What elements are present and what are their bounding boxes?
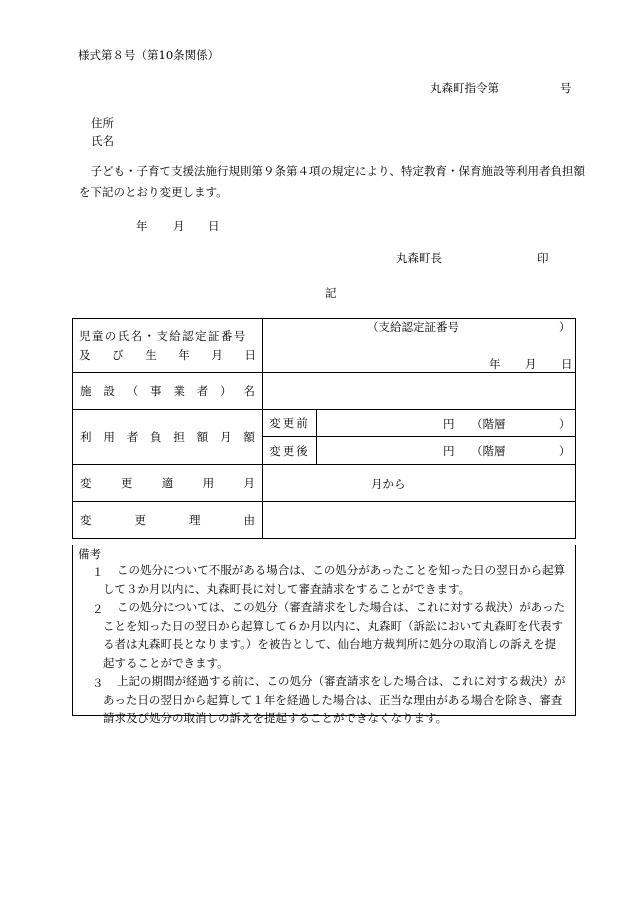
apply-month-label: 変 更 適 用 月 xyxy=(80,476,255,490)
reason-label-cell xyxy=(73,502,263,539)
facility-value-cell[interactable] xyxy=(263,373,576,410)
note-2-line2: ことを知った日の翌日から起算して６か月以内に、丸森町（訴訟において丸森町を代表す xyxy=(103,618,563,633)
after-label: 変更後 xyxy=(263,437,317,465)
facility-label: 施 設 （ 事 業 者 ） 名 xyxy=(80,384,255,398)
date-day: 日 xyxy=(208,219,220,233)
apply-month-label-cell xyxy=(73,465,263,502)
note-3-line3: 請求及び処分の取消しの訴えを提起することができなくなります。 xyxy=(103,711,448,725)
child-label-line1: 児童の氏名・支給認定証番号 xyxy=(79,329,247,343)
fee-before-value-cell[interactable] xyxy=(317,410,576,437)
issuer-title: 丸森町長 xyxy=(396,251,442,265)
apply-month-row xyxy=(73,465,576,502)
doc-number-suffix: 号 xyxy=(560,81,572,95)
remarks-title: 備考 xyxy=(78,547,101,561)
child-label-line2: 及 び 生 年 月 日 xyxy=(79,348,256,362)
note-2-line1: この処分については、この処分（審査請求をした場合は、これに対する裁決）があった xyxy=(117,600,566,614)
note-2-line4: 起することができます。 xyxy=(103,655,229,670)
note-3-line2: あった日の翌日から起算して１年を経過した場合は、正当な理由がある場合を除き、審査 xyxy=(103,692,563,707)
fee-label: 利 用 者 負 担 額 月 額 xyxy=(80,430,255,444)
fee-before-yen: 円 xyxy=(443,417,455,431)
reason-value-cell[interactable] xyxy=(263,502,576,539)
facility-row xyxy=(73,373,576,410)
fee-before-row xyxy=(73,410,576,437)
birth-month: 月 xyxy=(525,357,537,371)
name-label: 氏名 xyxy=(91,134,114,148)
child-label-cell xyxy=(73,319,263,373)
date-month: 月 xyxy=(173,219,185,233)
note-1-line1: この処分について不服がある場合は、この処分があったことを知った日の翌日から起算 xyxy=(117,563,566,577)
fee-before-tier-open: （階層 xyxy=(471,417,506,431)
fee-after-tier-open: （階層 xyxy=(471,444,506,458)
note-1-num: １ xyxy=(92,565,104,579)
birth-day: 日 xyxy=(561,357,573,371)
fee-before-tier-close: ） xyxy=(559,417,571,431)
reason-label: 変 更 理 由 xyxy=(80,513,255,527)
form-label: 様式第８号（第10条関係） xyxy=(78,48,220,62)
fee-change-table xyxy=(72,318,576,539)
birth-year: 年 xyxy=(489,357,501,371)
note-1-line2: して３か月以内に、丸森町長に対して審査請求をすることができます。 xyxy=(103,581,471,596)
apply-month-value-cell[interactable] xyxy=(263,465,576,502)
child-row xyxy=(73,319,576,373)
child-value-cell[interactable] xyxy=(263,319,576,373)
note-3-line1: 上記の期間が経過する前に、この処分（審査請求をした場合は、これに対する裁決）が xyxy=(117,674,566,688)
facility-label-cell xyxy=(73,373,263,410)
before-label: 変更前 xyxy=(263,410,317,437)
note-2-num: ２ xyxy=(92,602,104,616)
cert-close: ） xyxy=(559,320,571,334)
remarks-box xyxy=(72,545,576,725)
fee-after-tier-close: ） xyxy=(559,444,571,458)
from-month: 月から xyxy=(371,477,406,491)
fee-after-value-cell[interactable] xyxy=(317,437,576,465)
address-label: 住所 xyxy=(91,116,114,130)
seal-mark: 印 xyxy=(537,251,549,265)
fee-label-cell xyxy=(73,410,263,465)
note-3-num: ３ xyxy=(92,676,104,690)
note-2-line3: る者は丸森町長となります。）を被告として、仙台地方裁判所に処分の取消しの訴えを提 xyxy=(103,637,557,651)
reason-row xyxy=(73,502,576,539)
date-year: 年 xyxy=(136,219,148,233)
ki-heading: 記 xyxy=(325,286,337,300)
fee-after-yen: 円 xyxy=(443,444,455,458)
cert-open: （支給認定証番号 xyxy=(367,320,459,334)
doc-number-prefix: 丸森町指令第 xyxy=(430,81,499,95)
intro-text: 子ども・子育て支援法施行規則第９条第４項の規定により、特定教育・保育施設等利用者負担額を下記のとおり変更します。 xyxy=(79,164,585,199)
